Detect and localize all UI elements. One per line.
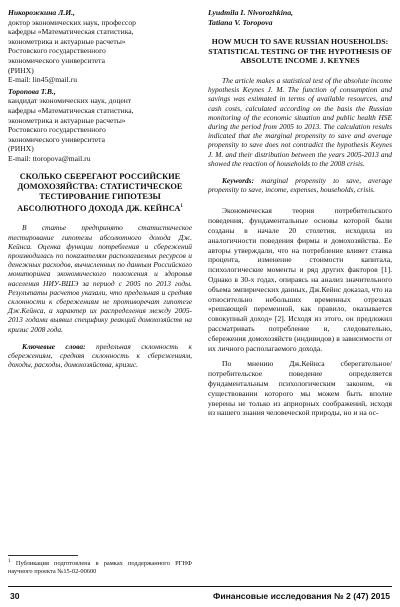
article-title-ru-text: СКОЛЬКО СБЕРЕГАЮТ РОССИЙСКИЕ ДОМОХОЗЯЙСТВА: СТАТИСТИЧЕСКОЕ ТЕСТИРОВАНИЕ ГИПОТЕЗЫ АБСОЛЮТНОГО ДОХОДА ДЖ. КЕЙНСА xyxy=(17,171,183,213)
author-affiliation-line: экономического университета xyxy=(8,134,105,144)
author-affiliation-line: Ростовского государственного xyxy=(8,125,106,135)
keywords-text: предельная склонность к сбережениям, средняя склонность к сбережениям, доходы, расходы, домохозяйства, кризис. xyxy=(8,341,192,370)
author-affiliation-line: Ростовского государственного xyxy=(8,46,106,56)
footnote-mark: 1 xyxy=(8,558,11,564)
author-affiliation-line: (РИНХ) xyxy=(8,144,34,154)
article-title-en: HOW MUCH TO SAVE RUSSIAN HOUSEHOLDS: STATISTICAL TESTING OF THE HYPOTHESIS OF ABSOLUTE INCOME J. KEYNES xyxy=(208,37,392,66)
author-affiliation-line: кандидат экономических наук, доцент xyxy=(8,96,132,106)
keywords-ru xyxy=(8,342,192,370)
author-affiliation-line: кафедры «Математическая статистика, xyxy=(8,27,134,37)
keywords-en xyxy=(208,176,392,194)
author-name: Торопова Т.В., xyxy=(8,86,56,96)
author-block-1 xyxy=(8,8,192,85)
author-email: E-mail: lin45@mail.ru xyxy=(8,75,77,85)
author-name-en: Lyudmila I. Nivorozhkina, xyxy=(208,8,294,17)
author-email: E-mail: ttoropova@mail.ru xyxy=(8,153,91,163)
author-name-en: Tatiana V. Toropova xyxy=(208,17,273,27)
left-column xyxy=(8,8,192,369)
right-column xyxy=(208,8,392,418)
keywords-label-en: Keywords: xyxy=(222,176,255,185)
author-block-2 xyxy=(8,87,192,164)
author-affiliation-line: (РИНХ) xyxy=(8,65,34,75)
abstract-en: The article makes a statistical test of the absolute income hypothesis Keynes J. M. The function of consumption and savings was estimated in terms of available resources, and cash costs, calculated according on the basis the Russian monitoring of the economic situation and public health HSE during the period from 2005 to 2013. The calculation results indicated that the marginal propensity to save and average propensity to save does not contradict the hypothesis Keynes J. M. and their distribution between the years 2005-2013 and showed the reaction of households to the 2008 crisis. xyxy=(208,75,392,168)
author-affiliation-line: эконометрика и актуарные расчеты» xyxy=(8,115,126,125)
body-paragraph: По мнению Дж.Кейнса сберегательное/потребительское поведение определяется фундаментальным психологическим законом, «в существовании которого мы можем быть вполне уверены не только из априорных соображений, исходя из нашего знания человеческой природы, но и на ос- xyxy=(208,359,392,418)
page-number: 30 xyxy=(10,591,20,601)
author-affiliation-line: кафедры «Математическая статистика, xyxy=(8,105,134,115)
body-paragraph: Экономическая теория потребительского поведения, фундаментальные основы которой были созданы в начале 20 столетия, исходила из аналогичности поведения фирмы и домохозяйства. Ее авторы утверждали, что на потребление влияет ставка процента, изменение стоимости капитала, психологические моменты и ряд других факторов [1]. Однако в 30-х годах, опираясь на анализ значительного объема эмпирических данных, Дж.Кейнс доказал, что на относительно небольших временных отрезках «решающей переменной, как правило, оказывается совокупный доход» [2]. Исходя из этого, он предложил рассматривать потребление и, следовательно, сбережения домохозяйств (индивидов) в зависимости от их личного располагаемого дохода. xyxy=(208,206,392,353)
author-affiliation-line: доктор экономических наук, профессор xyxy=(8,17,136,27)
footnote-divider xyxy=(8,555,78,556)
author-name: Никорожкина Л.И., xyxy=(8,8,75,17)
abstract-ru: В статье предпринято статистическое тестирование гипотезы абсолютного дохода Дж. Кейнса. Оценка функции потребления и сбережений производилась по показателям располагаемых ресурсов и денежных расходов, вычисленных по данным Российского мониторинга экономического положения и здоровья населения НИУ-ВШЭ за период с 2005 по 2013 годы. Результаты расчетов указали, что предельная и средняя склонности к сбережениям не противоречат гипотезе Дж.Кейнса, а характер их распределения между 2005-2013 годами выявил специфику реакций домохозяйств на кризис 2008 года. xyxy=(8,223,192,334)
title-footnote-mark: 1 xyxy=(180,203,183,209)
footnote xyxy=(8,558,192,575)
article-title-ru xyxy=(8,172,192,214)
keywords-text-en: marginal propensity to save, average propensity to save, income, expenses, households, crisis. xyxy=(208,176,392,195)
journal-title: Финансовые исследования № 2 (47) 2015 xyxy=(212,591,390,601)
author-affiliation-line: экономического университета xyxy=(8,55,105,65)
footnote-text: Публикация подготовлена в рамках поддержанного РГНФ научного проекта №15-02-00600 xyxy=(8,560,192,575)
footer-divider xyxy=(8,586,392,587)
keywords-label: Ключевые слова: xyxy=(22,341,86,351)
author-affiliation-line: эконометрика и актуарные расчеты» xyxy=(8,36,126,46)
